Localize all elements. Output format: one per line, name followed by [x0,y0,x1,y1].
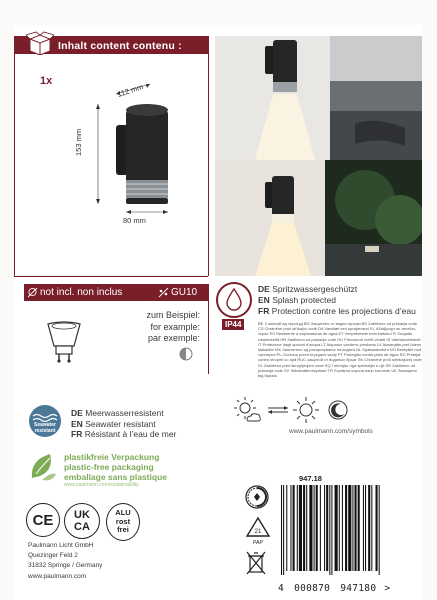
ukca-top-text: UK [74,509,90,521]
sea-fr-label: FR [71,429,83,439]
barcode-end: > [384,583,391,594]
barcode-bar [365,485,366,571]
contents-title: Inhalt content contenu : [58,40,182,52]
barcode-bar [320,485,321,571]
barcode-bar [283,485,284,575]
ip-multilang-small-print: BE З ахичай од пъротуд BG Защитено от водни пръски BS Zaštićeno od prskanja vode CS Chráněné proti stříkající vodě DA Vandtæt ved sprøjtevand EL Αδιάβροχο σε πιτσίλες νερού ES Resistente a salpicaduras de agua ET Veepritsmete eest kaitstud FI Suojattu roiskeveeltä HR Zaštićeno od prskanja vode HU Fröccsenő víztől védett IS Vatnsskvettuhelt IT Protezione dagli spruzzi d’acqua LT Atsparus vandens purslams LV Aizsargāts pret ūdens šļakatām MK Заштитено од распрскување на водата NL Spatwaterdicht NO Beskyttet mot vannsprut PL Ochrona przed bryzgami wody PT Protegido contra jatos de água RO Protejat contra stropirii cu apă RUС защитой от водяных брызг SK Chránené proti striekajúcej vode SL Zaščiteno pred škropljenjem vode SQ I mbrojtur nga spërkatjet e ujit SR Zaštićeno od prskanja vode SV Stänkvattenskyddad TR Sıçratma suyuna karşı korumalı UK Захищено від бризок [258,321,422,379]
seawater-badge-line2: resistant [34,427,56,434]
barcode-first: 4 [278,583,285,594]
not-included-text: not incl. non inclus [40,287,123,298]
recycle-triangle-icon [245,516,271,546]
barcode-bar [368,485,370,571]
divider-horizontal [14,276,208,277]
sea-en-label: EN [71,418,83,429]
ean-barcode [279,485,419,575]
product-drawing [80,80,190,230]
barcode-bar [286,485,287,571]
barcode-bar [290,485,291,571]
barcode-bar [303,485,305,571]
width-dimension: 80 mm [123,216,146,225]
address-company: Paulmann Licht GmbH [28,542,94,549]
package-box-icon [26,31,54,55]
sustainability-url: www.paulmann.com/sustainability [64,482,139,488]
barcode-digits [278,583,390,594]
ip-de-label: DE [258,284,270,294]
sea-de-text: Meerwasserresistent [85,408,164,418]
lamp-type-label: GU10 [171,287,198,298]
plastic-free-de: plastikfreie Verpackung [64,452,160,462]
barcode-bar [297,485,298,571]
sea-en-text: Seawater resistant [85,418,156,429]
ip-rating-code: IP44 [222,319,244,330]
ip-en-label: EN [258,295,270,305]
gu10-bulb-icon [44,320,84,364]
no-bulb-icon [27,287,38,298]
barcode-bar [379,485,380,575]
barcode-bar [309,485,312,571]
barcode-bar [299,485,302,571]
alu-mid-text: rost [115,516,131,526]
barcode-bar [348,485,351,571]
barcode-bar [281,485,282,575]
example-line-en: for example: [150,321,200,332]
address-url: www.paulmann.com [28,572,87,580]
divider-mid-vertical [208,284,209,374]
barcode-bar [358,485,360,571]
barcode-bar [326,485,328,571]
barcode-bar [363,485,364,571]
seawater-badge-label [26,423,64,434]
barcode-bar [331,485,332,575]
barcode-bar [316,485,318,571]
depth-dimension: 112 mm [116,82,145,99]
ukca-mark-icon [64,503,100,539]
sea-de-label: DE [71,408,83,418]
sun-timer-icon [292,396,320,424]
barcode-bar [335,485,338,571]
sea-fr-text: Résistant à l’eau de mer [84,429,177,439]
ip44-drop-icon [216,282,252,318]
barcode-bar [314,485,315,571]
sun-cloud-icon [233,396,261,424]
ip-description [258,284,428,317]
barcode-group2: 947180 [340,583,377,594]
product-photo-night [215,160,422,276]
pap-code-text: 21 [254,529,262,535]
seawater-badge-line1: Seawater [34,422,56,428]
green-dot-icon [245,485,269,509]
pap-label-text: PAP [253,540,263,546]
ce-mark-text: CE [32,511,54,529]
barcode-bar [352,485,353,571]
plastic-free-fr: emballage sans plastique [64,472,167,482]
ce-mark-icon [26,503,60,537]
barcode-bar [342,485,343,571]
product-photo-day [215,36,422,160]
example-text [118,310,200,345]
quantity-label: 1x [40,75,53,87]
crossed-bin-icon [245,550,267,576]
ip-fr-label: FR [258,306,270,316]
plastic-free-leaf-icon [28,450,58,482]
symbols-url: www.paulmann.com/symbols [289,428,373,435]
moon-icon [327,399,349,421]
barcode-bar [345,485,347,571]
socket-icon [158,287,169,298]
plastic-free-text [64,452,167,482]
barcode-bar [306,485,307,571]
frame-left-line [14,54,15,276]
arrows-icon [266,405,290,415]
ukca-bottom-text: CA [74,521,90,533]
barcode-bar [329,485,330,575]
barcode-bar [355,485,357,571]
barcode-bar [339,485,340,571]
height-dimension: 153 mm [74,128,83,156]
ip-de-text: Spritzwassergeschützt [272,284,358,294]
address-city: 31832 Springe / Germany [28,562,103,570]
ip-en-text: Splash protected [272,295,336,305]
divider-vertical [208,36,209,276]
plastic-free-en: plastic-free packaging [64,462,154,472]
ip-fr-text: Protection contre les projections d’eau [271,306,416,316]
example-line-fr: par exemple: [147,333,200,343]
seawater-description [71,408,176,440]
barcode-bar [376,485,378,571]
alu-rostfrei-icon [106,503,140,541]
manufacturer-address [28,541,102,582]
article-number: 947.18 [299,474,322,483]
barcode-bar [324,485,325,571]
dimmer-icon [179,347,193,361]
example-line-de: zum Beispiel: [146,310,200,320]
barcode-bar [371,485,372,571]
address-street: Quezinger Feld 2 [28,552,78,560]
alu-top-text: ALU [115,508,131,518]
alu-bottom-text: frei [117,525,129,535]
barcode-bar [293,485,295,571]
barcode-group1: 000870 [294,583,331,594]
